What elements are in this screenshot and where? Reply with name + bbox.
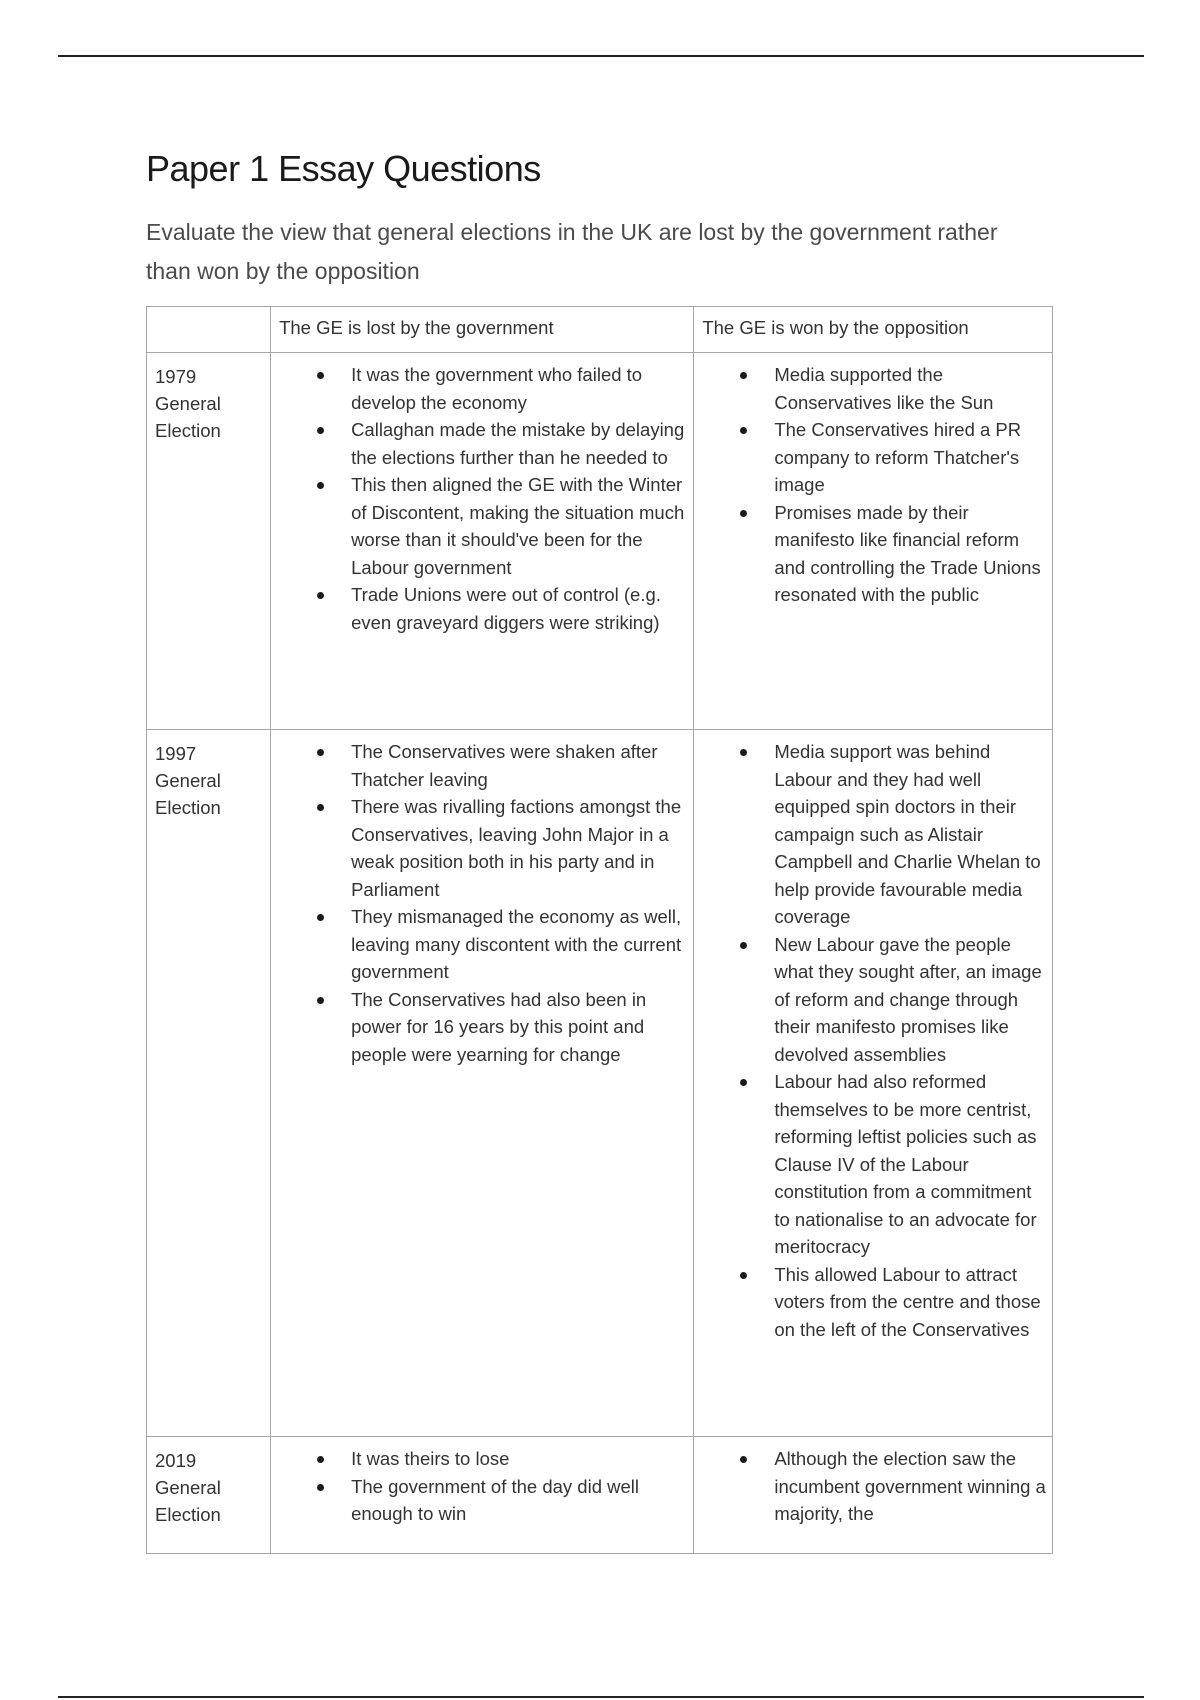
row-label-year: 1979 bbox=[155, 366, 197, 387]
bullet-list bbox=[271, 361, 687, 636]
list-item: Media supported the Conservatives like the Sun bbox=[774, 361, 1046, 416]
table-row-1979 bbox=[147, 353, 1053, 730]
table-row-1997 bbox=[147, 730, 1053, 1437]
page-title: Paper 1 Essay Questions bbox=[146, 148, 541, 189]
list-item: It was the government who failed to develop the economy bbox=[351, 361, 687, 416]
list-item: The government of the day did well enough to win bbox=[351, 1473, 687, 1528]
list-item: There was rivalling factions amongst the Conservatives, leaving John Major in a weak position both in his party and in Parliament bbox=[351, 793, 687, 903]
list-item: Promises made by their manifesto like financial reform and controlling the Trade Unions resonated with the public bbox=[774, 499, 1046, 609]
essay-table bbox=[146, 306, 1053, 1554]
row-label bbox=[147, 353, 271, 730]
lost-points-cell bbox=[271, 353, 694, 730]
bullet-list bbox=[271, 1445, 687, 1528]
row-label-line: Election bbox=[155, 420, 221, 441]
row-label-line: General bbox=[155, 393, 221, 414]
table-row-2019 bbox=[147, 1437, 1053, 1554]
list-item: The Conservatives were shaken after Thatcher leaving bbox=[351, 738, 687, 793]
list-item: The Conservatives hired a PR company to reform Thatcher's image bbox=[774, 416, 1046, 499]
won-points-cell bbox=[694, 1437, 1053, 1554]
header-cell-lost: The GE is lost by the government bbox=[271, 307, 694, 353]
list-item: Media support was behind Labour and they had well equipped spin doctors in their campaign such as Alistair Campbell and Charlie Whelan to help provide favourable media coverage bbox=[774, 738, 1046, 931]
essay-question: Evaluate the view that general elections in the UK are lost by the government rather than won by the opposition bbox=[146, 219, 998, 284]
row-label-year: 1997 bbox=[155, 743, 197, 764]
row-label-line: General bbox=[155, 770, 221, 791]
bullet-list bbox=[694, 361, 1046, 609]
table-header-row bbox=[147, 307, 1053, 353]
footer-rule bbox=[58, 1696, 1144, 1698]
header-cell-empty bbox=[147, 307, 271, 353]
list-item: This then aligned the GE with the Winter of Discontent, making the situation much worse than it should've been for the Labour government bbox=[351, 471, 687, 581]
list-item: It was theirs to lose bbox=[351, 1445, 687, 1473]
row-label-year: 2019 bbox=[155, 1450, 197, 1471]
row-label-line: Election bbox=[155, 1504, 221, 1525]
lost-points-cell bbox=[271, 730, 694, 1437]
row-label-line: Election bbox=[155, 797, 221, 818]
list-item: The Conservatives had also been in power for 16 years by this point and people were yearning for change bbox=[351, 986, 687, 1069]
list-item: Trade Unions were out of control (e.g. even graveyard diggers were striking) bbox=[351, 581, 687, 636]
won-points-cell bbox=[694, 730, 1053, 1437]
list-item: This allowed Labour to attract voters from the centre and those on the left of the Conservatives bbox=[774, 1261, 1046, 1344]
list-item: Labour had also reformed themselves to be more centrist, reforming leftist policies such as Clause IV of the Labour constitution from a commitment to nationalise to an advocate for meritocracy bbox=[774, 1068, 1046, 1261]
bullet-list bbox=[694, 1445, 1046, 1528]
header-cell-won: The GE is won by the opposition bbox=[694, 307, 1053, 353]
won-points-cell bbox=[694, 353, 1053, 730]
row-label bbox=[147, 1437, 271, 1554]
lost-points-cell bbox=[271, 1437, 694, 1554]
list-item: They mismanaged the economy as well, leaving many discontent with the current government bbox=[351, 903, 687, 986]
list-item: Although the election saw the incumbent government winning a majority, the bbox=[774, 1445, 1046, 1528]
bullet-list bbox=[694, 738, 1046, 1343]
row-label bbox=[147, 730, 271, 1437]
list-item: Callaghan made the mistake by delaying the elections further than he needed to bbox=[351, 416, 687, 471]
list-item: New Labour gave the people what they sought after, an image of reform and change through their manifesto promises like devolved assemblies bbox=[774, 931, 1046, 1069]
header-rule bbox=[58, 55, 1144, 57]
bullet-list bbox=[271, 738, 687, 1068]
row-label-line: General bbox=[155, 1477, 221, 1498]
